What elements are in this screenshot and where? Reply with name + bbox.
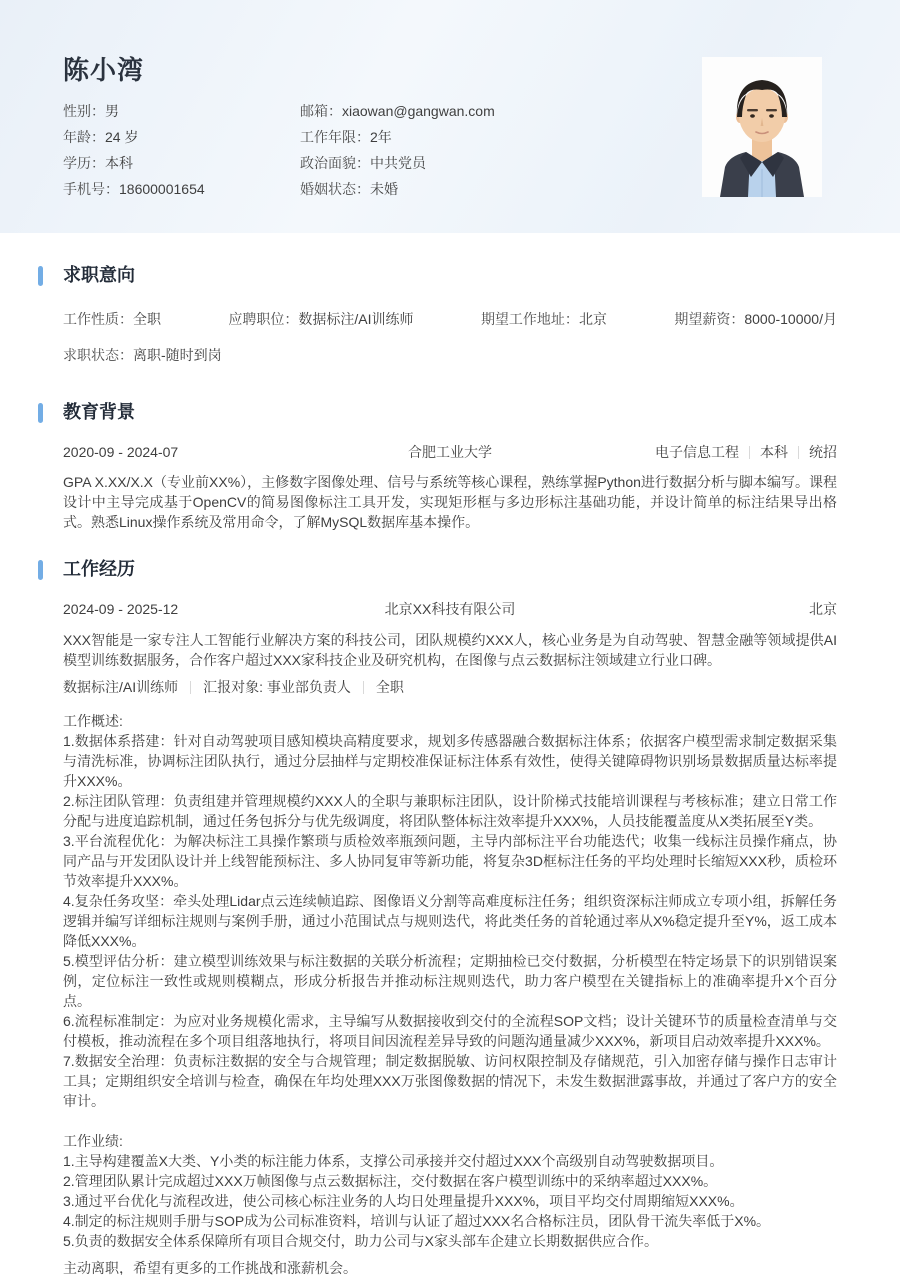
work-achievement-item: 5.负责的数据安全体系保障所有项目合规交付，助力公司与X家头部车企建立长期数据供应合作。 [63, 1233, 659, 1249]
marital-status-row [300, 176, 640, 202]
expected-salary-pair [674, 309, 837, 329]
candidate-name: 陈小湾 [63, 55, 145, 85]
section-job-intention [63, 265, 837, 365]
job-nature-value: 全职 [133, 311, 161, 327]
political-status-value: 中共党员 [370, 155, 426, 171]
work-overview-title: 工作概述: [63, 713, 123, 729]
work-experience-header [38, 559, 837, 580]
profile-photo [702, 57, 822, 197]
work-overview-item: 7.数据安全治理：负责标注数据的安全与合规管理；制定数据脱敏、访问权限控制及存储规范，引入加密存储与操作日志审计工具；定期组织安全培训与检查，确保在年均处理XXX万张图像数据的情况下，未发生数据泄露事故，并通过了客户方的安全审计。 [63, 1053, 837, 1109]
section-education [63, 402, 837, 532]
phone-label: 手机号： [63, 181, 119, 197]
education-summary-row [63, 442, 837, 462]
target-city-pair [481, 309, 607, 329]
target-position-pair [228, 309, 413, 329]
age-label: 年龄： [63, 129, 105, 145]
enrollment-type: 统招 [809, 444, 837, 460]
personal-info-left-column [63, 98, 300, 202]
target-city-label: 期望工作地址： [480, 311, 579, 327]
education-title: 教育背景 [63, 402, 135, 422]
work-overview-item: 1.数据体系搭建：针对自动驾驶项目感知模块高精度要求，规划多传感器融合数据标注体系；依据客户模型需求制定数据采集与清洗标准，协调标注团队执行，通过分层抽样与定期校准保证标注体系有效性，使得关键障碍物识别场景数据质量达标率提升XXX%。 [63, 733, 837, 789]
target-city-value: 北京 [578, 311, 607, 327]
political-status-label: 政治面貌： [300, 155, 370, 171]
marital-status-value: 未婚 [370, 181, 398, 197]
education-meta [579, 442, 837, 462]
work-years-label: 工作年限： [300, 129, 370, 145]
divider [749, 446, 750, 459]
age-row [63, 124, 300, 150]
work-overview-item: 3.平台流程优化：为解决标注工具操作繁琐与质检效率瓶颈问题，主导内部标注平台功能迭代；收集一线标注员操作痛点，协同产品与开发团队设计并上线智能预标注、多人协同复审等新功能，将复杂3D框标注任务的平均处理时长缩短XXX秒，质检环节效率提升XXX%。 [63, 833, 837, 889]
phone-value: 18600001654 [119, 181, 205, 197]
work-years-row [300, 124, 640, 150]
divider [363, 681, 364, 694]
work-experience-title: 工作经历 [63, 559, 135, 579]
target-position-value: 数据标注/AI训练师 [298, 311, 414, 327]
work-summary-row [63, 599, 837, 619]
work-period: 2024-09 - 2025-12 [63, 601, 179, 617]
email-row [300, 98, 640, 124]
expected-salary-label: 期望薪资： [674, 311, 745, 327]
target-position-label: 应聘职位： [228, 311, 299, 327]
phone-row [63, 176, 300, 202]
work-years-value: 2年 [370, 129, 392, 145]
position-title: 数据标注/AI训练师 [63, 679, 179, 695]
gender-label: 性别： [63, 103, 105, 119]
education-period: 2020-09 - 2024-07 [63, 444, 179, 460]
work-achievement-item: 1.主导构建覆盖X大类、Y小类的标注能力体系，支撑公司承接并交付超过XXX个高级别自动驾驶数据项目。 [63, 1153, 724, 1169]
job-status-value: 离职-随时到岗 [133, 347, 222, 363]
work-overview-item: 5.模型评估分析：建立模型训练效果与标注数据的关联分析流程；定期抽检已交付数据，分析模型在特定场景下的识别错误案例，定位标注一致性或规则模糊点，形成分析报告并推动标注规则迭代，助力客户模型在关键指标上的准确率提升X个百分点。 [63, 953, 837, 1009]
age-value: 24 岁 [105, 129, 139, 145]
work-achievement-title: 工作业绩: [63, 1133, 123, 1149]
section-accent-bar [38, 266, 43, 286]
resume-body [0, 265, 900, 1275]
job-intention-header [38, 265, 837, 286]
job-nature-label: 工作性质： [63, 311, 133, 327]
education-level-value: 本科 [105, 155, 133, 171]
degree: 本科 [760, 444, 788, 460]
position-row [63, 677, 837, 697]
gender-row [63, 98, 300, 124]
job-status-label: 求职状态： [63, 347, 133, 363]
work-achievement-item: 3.通过平台优化与流程改进，使公司核心标注业务的人均日处理量提升XXX%，项目平均交付周期缩短XXX%。 [63, 1193, 744, 1209]
work-achievement-block [63, 1131, 837, 1251]
email-label: 邮箱： [300, 103, 342, 119]
personal-info-right-column [300, 98, 640, 202]
work-city: 北京 [809, 601, 837, 617]
work-overview-item: 2.标注团队管理：负责组建并管理规模约XXX人的全职与兼职标注团队，设计阶梯式技能培训课程与考核标准；建立日常工作分配与进度追踪机制，通过任务包拆分与优先级调度，将团队整体标注效率提升XXX%，人员技能覆盖度从X类拓展至Y类。 [63, 793, 837, 829]
major: 电子信息工程 [655, 444, 739, 460]
political-status-row [300, 150, 640, 176]
job-type: 全职 [375, 679, 404, 695]
expected-salary-value: 8000-10000/月 [744, 311, 837, 327]
work-overview-item: 6.流程标准制定：为应对业务规模化需求，主导编写从数据接收到交付的全流程SOP文档；设计关键环节的质量检查清单与交付模板，推动流程在多个项目组落地执行，将项目间因流程差异导致的问题沟通量减少XXX%，新项目启动效率提升XXX%。 [63, 1013, 837, 1049]
job-nature-pair [63, 309, 161, 329]
education-header [38, 402, 837, 423]
report-to: 汇报对象: 事业部负责人 [203, 679, 351, 695]
profile-photo-illustration [702, 57, 822, 197]
work-achievement-item: 2.管理团队累计完成超过XXX万帧图像与点云数据标注，交付数据在客户模型训练中的采纳率超过XXX%。 [63, 1173, 718, 1189]
resume-header [0, 0, 900, 233]
education-description: GPA X.XX/X.X（专业前XX%），主修数字图像处理、信号与系统等核心课程，熟练掌握Python进行数据分析与脚本编写。课程设计中主导完成基于OpenCV的简易图像标注工具开发，实现矩形框与多边形标注基础功能，并设计简单的标注结果导出格式。熟悉Linux操作系统及常用命令，了解MySQL数据库基本操作。 [63, 474, 837, 530]
leave-reason: 主动离职，希望有更多的工作挑战和涨薪机会。 [63, 1260, 357, 1275]
company-intro: XXX智能是一家专注人工智能行业解决方案的科技公司，团队规模约XXX人，核心业务是为自动驾驶、智慧金融等领域提供AI模型训练数据服务，合作客户超过XXX家科技企业及研究机构，在图像与点云数据标注领域建立行业口碑。 [63, 632, 837, 668]
company-name: 北京XX科技有限公司 [384, 601, 516, 617]
marital-status-label: 婚姻状态： [300, 181, 370, 197]
section-accent-bar [38, 403, 43, 423]
work-overview-item: 4.复杂任务攻坚：牵头处理Lidar点云连续帧追踪、图像语义分割等高难度标注任务；组织资深标注师成立专项小组，拆解任务逻辑并编写详细标注规则与案例手册，通过小范围试点与规则迭代，将此类任务的首轮通过率从X%稳定提升至Y%，返工成本降低XXX%。 [63, 893, 837, 949]
job-intention-title: 求职意向 [63, 265, 135, 285]
education-level-row [63, 150, 300, 176]
divider [798, 446, 799, 459]
email-value: xiaowan@gangwan.com [342, 103, 495, 119]
education-level-label: 学历： [63, 155, 105, 171]
job-intention-row [63, 309, 837, 329]
school-name: 合肥工业大学 [408, 444, 492, 460]
divider [190, 681, 191, 694]
section-accent-bar [38, 560, 43, 580]
job-status-row [63, 345, 837, 365]
section-work-experience [63, 559, 837, 1275]
work-achievement-item: 4.制定的标注规则手册与SOP成为公司标准资料，培训与认证了超过XXX名合格标注员，团队骨干流失率低于X%。 [63, 1213, 771, 1229]
work-overview-block [63, 711, 837, 1111]
gender-value: 男 [105, 103, 119, 119]
